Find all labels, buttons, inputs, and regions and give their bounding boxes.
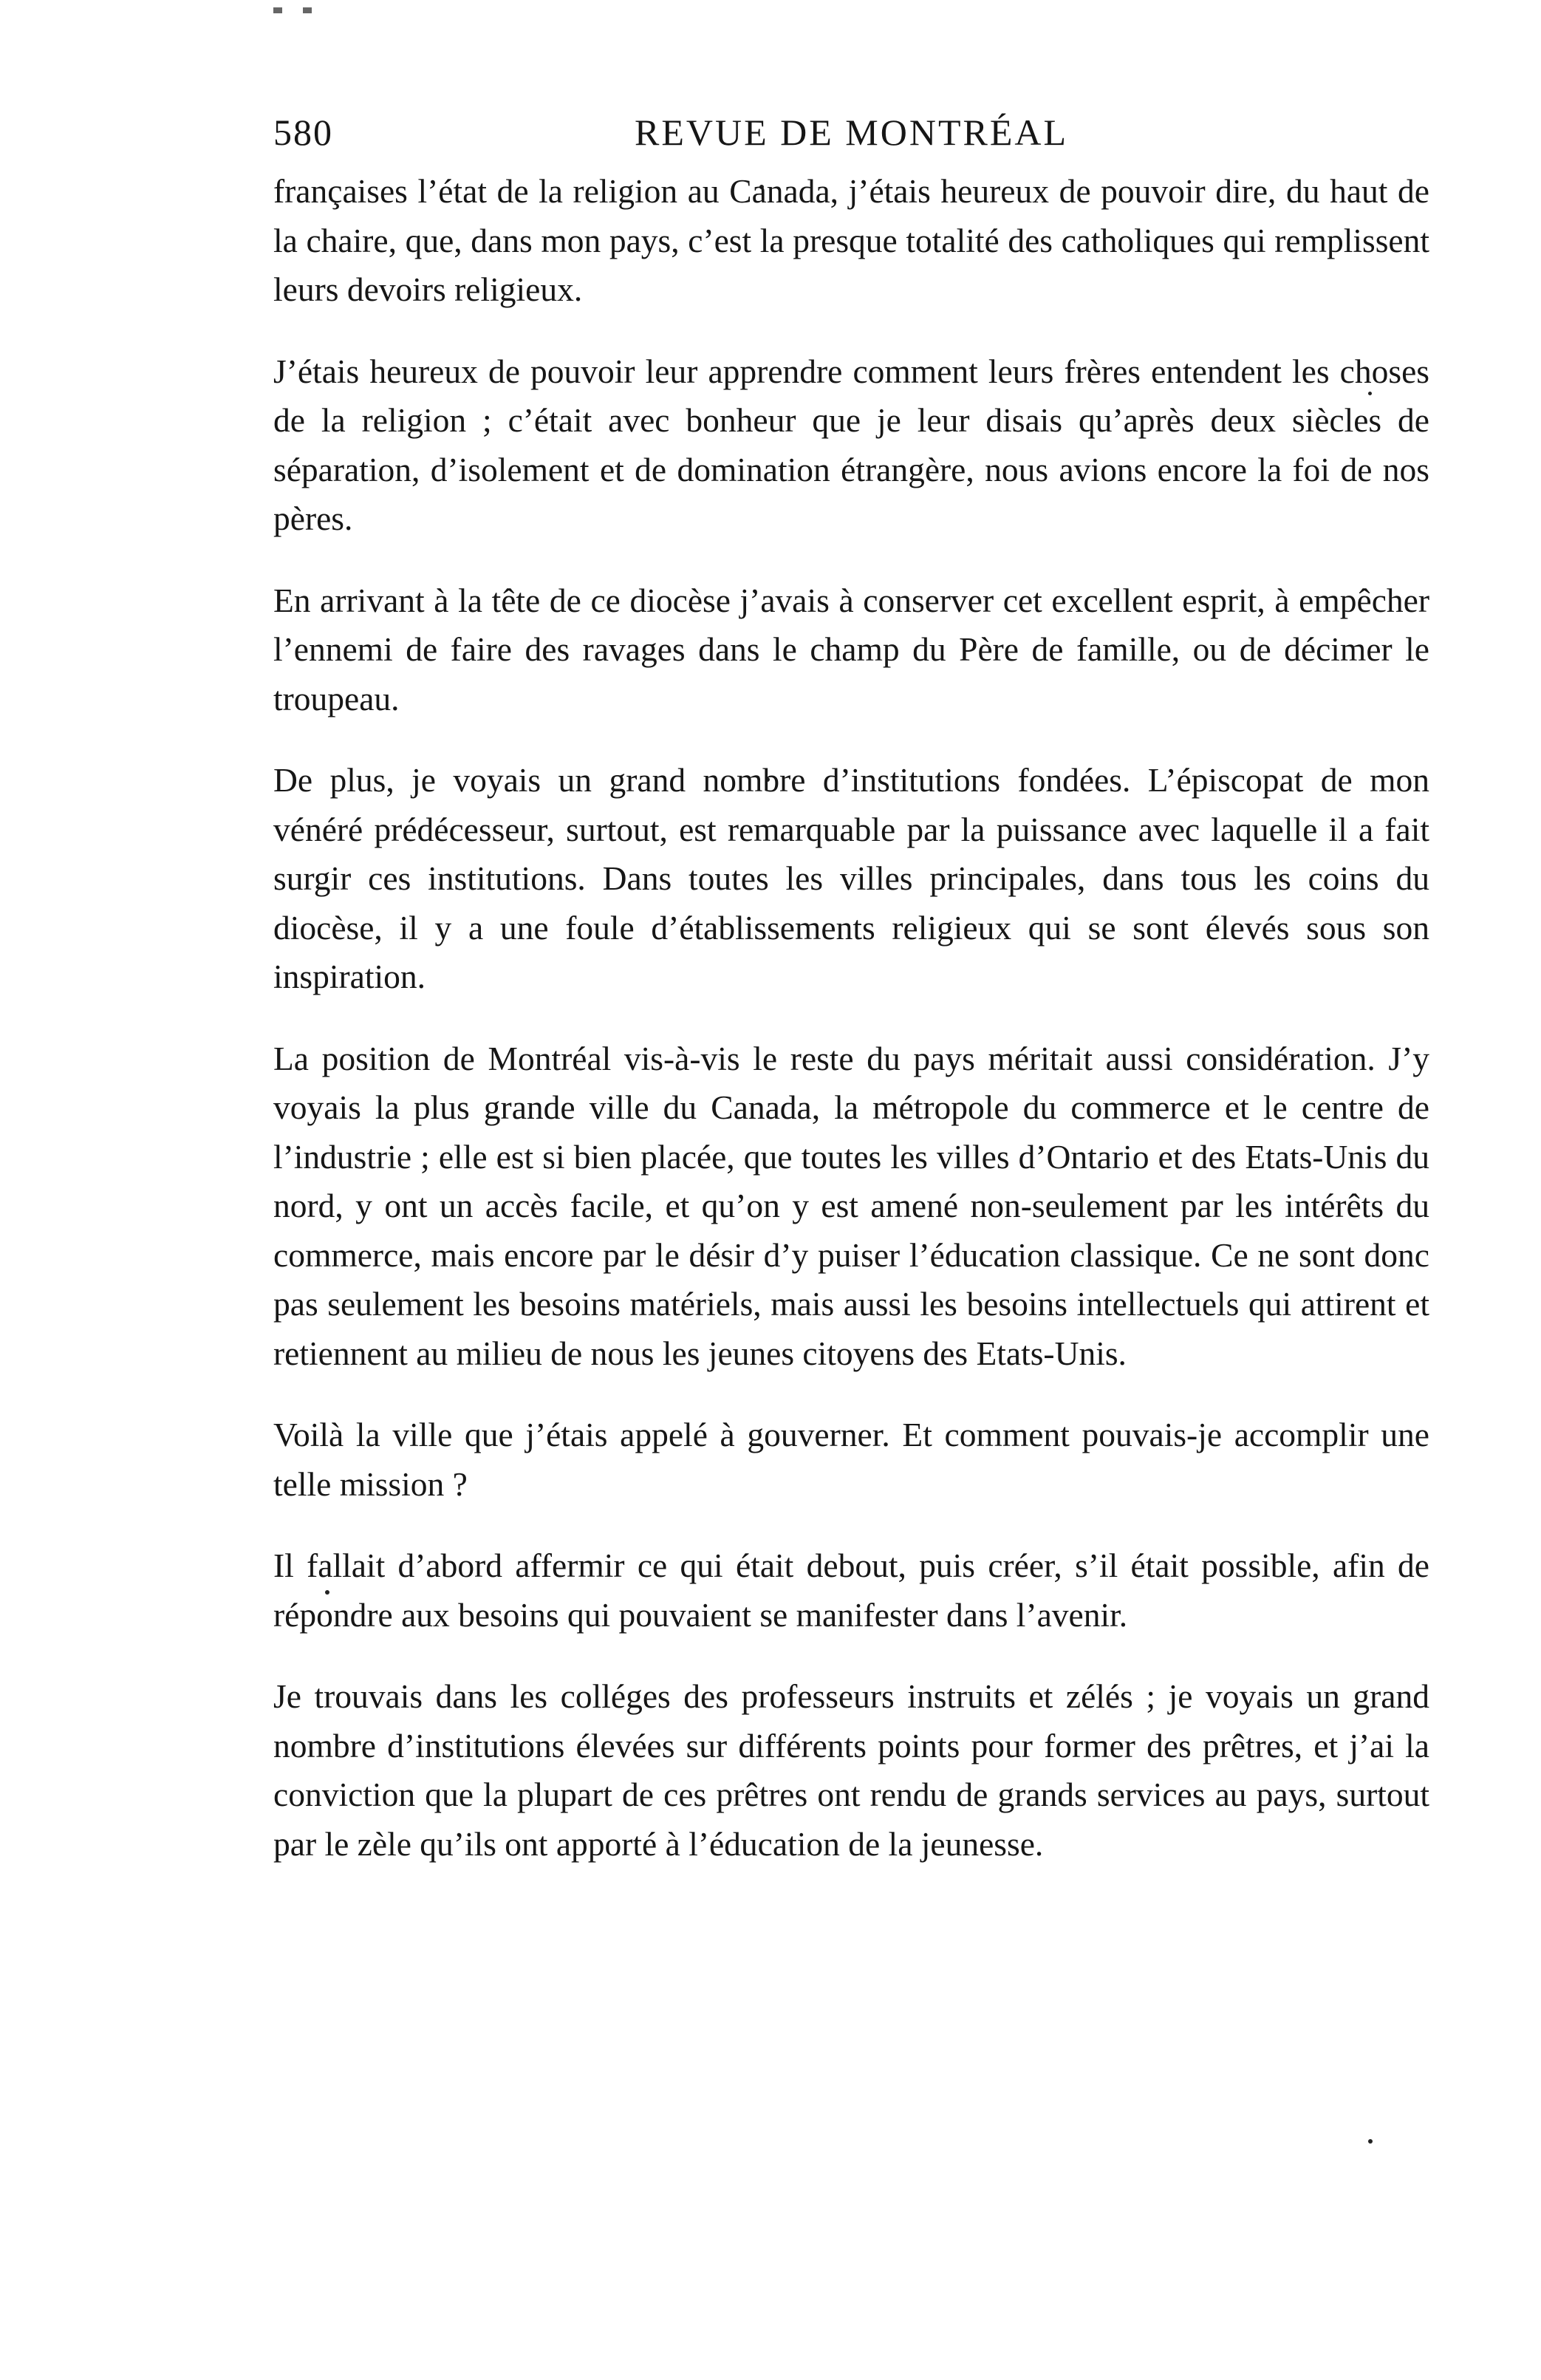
paragraph: De plus, je voyais un grand nombre d’institutions fondées. L’épiscopat de mon vénéré prédécesseur, surtout, est remarquable par la puissance avec laquelle il a fait surgir ces institutions. Dans toutes les villes principales, dans tous les coins du diocèse, il y a une foule d’établissements religieux qui se sont élevés sous son inspiration.	[273, 761, 1429, 995]
paragraph: La position de Montréal vis-à-vis le reste du pays méritait aussi considération. J’y voyais la plus grande ville du Canada, la métropole du commerce et le centre de l’industrie ; elle est si bien placée, que toutes les villes d’Ontario et des Etats-Unis du nord, y ont un accès facile, et qu’on y est amené non-seulement par les intérêts du commerce, mais encore par le désir d’y puiser l’éducation classique. Ce ne sont donc pas seulement les besoins matériels, mais aussi les besoins intellectuels qui attirent et retiennent au milieu de nous les jeunes citoyens des Etats-Unis.	[273, 1039, 1429, 1372]
body-text	[273, 167, 1429, 1869]
running-title: REVUE DE MONTRÉAL	[634, 112, 1069, 153]
book-page	[273, 111, 1429, 1901]
paragraph: Je trouvais dans les colléges des professeurs instruits et zélés ; je voyais un grand nombre d’institutions élevées sur différents points pour former des prêtres, et j’ai la conviction que la plupart de ces prêtres ont rendu de grands services au pays, surtout par le zèle qu’ils ont apporté à l’éducation de la jeunesse.	[273, 1677, 1429, 1863]
paragraph: Voilà la ville que j’étais appelé à gouverner. Et comment pouvais-je accomplir une telle mission ?	[273, 1416, 1429, 1503]
paragraph: françaises l’état de la religion au Canada, j’étais heureux de pouvoir dire, du haut de la chaire, que, dans mon pays, c’est la presque totalité des catholiques qui remplissent leurs devoirs religieux.	[273, 172, 1429, 308]
page-number: 580	[273, 112, 333, 153]
paragraph: En arrivant à la tête de ce diocèse j’avais à conserver cet excellent esprit, à empêcher l’ennemi de faire des ravages dans le champ du Père de famille, ou de décimer le troupeau.	[273, 581, 1429, 717]
paragraph: Il fallait d’abord affermir ce qui était debout, puis créer, s’il était possible, afin de répondre aux besoins qui pouvaient se manifester dans l’avenir.	[273, 1547, 1429, 1634]
paragraph: J’étais heureux de pouvoir leur apprendre comment leurs frères entendent les choses de la religion ; c’était avec bonheur que je leur disais qu’après deux siècles de séparation, d’isolement et de domination étrangère, nous avions encore la foi de nos pères.	[273, 352, 1429, 537]
scan-smudge	[273, 7, 340, 13]
scan-speck	[1368, 2139, 1373, 2144]
page-header	[273, 111, 1429, 154]
